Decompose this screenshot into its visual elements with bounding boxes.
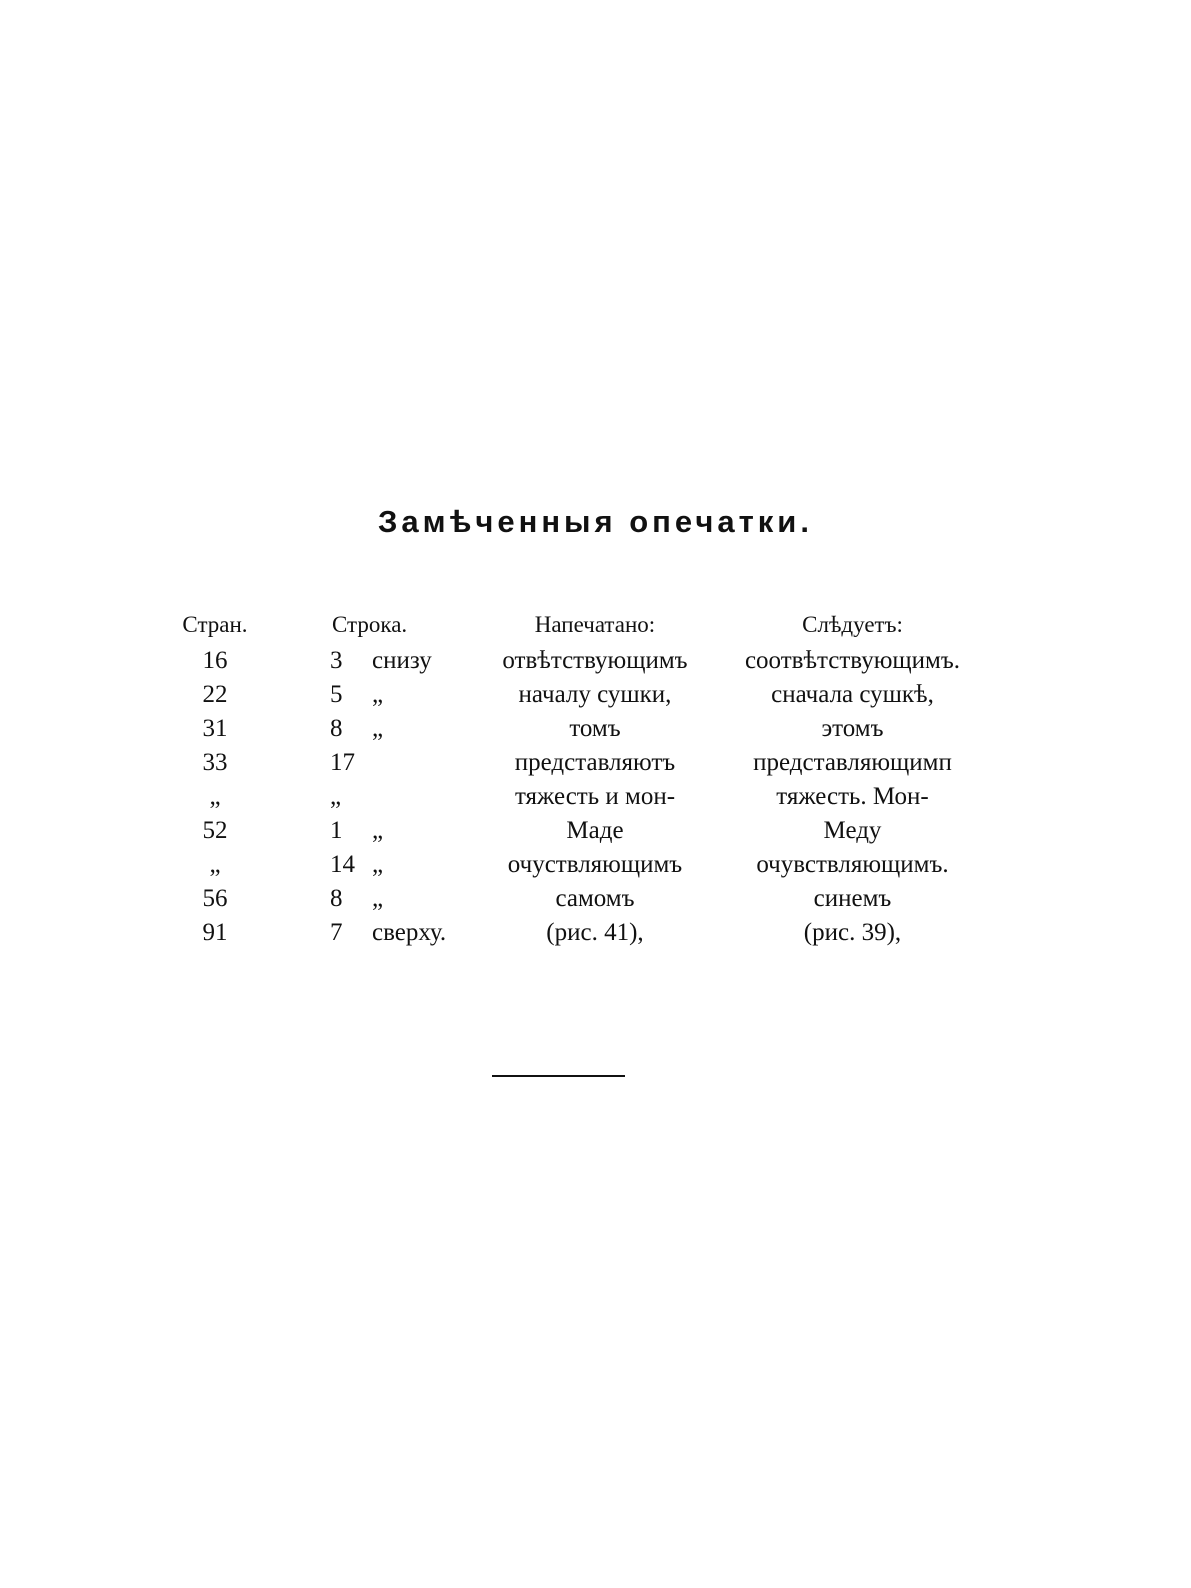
row-line-extra: „ [372, 715, 384, 742]
header-printed: Напечатано: [534, 612, 656, 637]
row-should-be: этомъ [821, 715, 884, 742]
table-row [0, 780, 1191, 814]
header-line: Строка. [332, 612, 408, 637]
row-page: „ [209, 783, 221, 810]
row-printed: отвѣтствующимъ [502, 647, 688, 674]
row-line [330, 712, 470, 746]
row-line [330, 814, 470, 848]
header-page: Стран. [182, 612, 248, 637]
row-line-number: 5 [330, 681, 343, 708]
page-title: Замѣченныя опечатки. [378, 504, 813, 539]
table-header [0, 606, 1191, 644]
row-line-number: 1 [330, 817, 343, 844]
row-line [330, 916, 470, 950]
row-line [330, 644, 470, 678]
closing-rule [492, 1075, 625, 1077]
row-page: „ [209, 851, 221, 878]
row-should-be: (рис. 39), [803, 919, 902, 946]
table-row [0, 712, 1191, 746]
row-line-extra: снизу [372, 647, 432, 674]
row-page: 16 [202, 647, 228, 674]
errata-table [0, 606, 1191, 950]
row-printed: очуствляющимъ [507, 851, 683, 878]
row-printed: самомъ [555, 885, 635, 912]
row-line-number: „ [330, 783, 342, 810]
table-row [0, 882, 1191, 916]
row-printed: Маде [566, 817, 624, 844]
row-should-be: соотвѣтствующимъ. [744, 647, 961, 674]
row-line-number: 7 [330, 919, 343, 946]
row-line-number: 8 [330, 885, 343, 912]
row-page: 22 [202, 681, 228, 708]
row-page: 33 [202, 749, 228, 776]
row-line [330, 882, 470, 916]
row-should-be: представляющимп [753, 749, 952, 776]
header-should-be: Слѣдуетъ: [802, 612, 903, 637]
row-line [330, 746, 470, 780]
row-line-extra: „ [372, 851, 384, 878]
table-row [0, 746, 1191, 780]
row-should-be: тяжесть. Мон- [776, 783, 929, 810]
table-row [0, 916, 1191, 950]
row-should-be: Меду [823, 817, 882, 844]
row-line [330, 678, 470, 712]
row-line-extra: сверху. [372, 919, 447, 946]
row-should-be: сначала сушкѣ, [771, 681, 934, 708]
row-line-number: 14 [330, 851, 355, 878]
row-line-extra: „ [372, 681, 384, 708]
row-line-number: 3 [330, 647, 343, 674]
table-row [0, 644, 1191, 678]
row-page: 52 [202, 817, 228, 844]
row-printed: представляютъ [514, 749, 676, 776]
row-printed: томъ [569, 715, 621, 742]
row-line-extra: „ [372, 885, 384, 912]
row-line [330, 780, 470, 814]
table-row [0, 678, 1191, 712]
row-page: 56 [202, 885, 228, 912]
row-line-number: 17 [330, 749, 355, 776]
row-printed: (рис. 41), [546, 919, 644, 946]
table-row [0, 814, 1191, 848]
row-line [330, 848, 470, 882]
table-row [0, 848, 1191, 882]
row-page: 31 [202, 715, 228, 742]
row-should-be: очувствляющимъ. [756, 851, 949, 878]
row-printed: тяжесть и мон- [514, 783, 676, 810]
row-printed: началу сушки, [518, 681, 672, 708]
row-line-extra: „ [372, 817, 384, 844]
row-page: 91 [202, 919, 228, 946]
row-should-be: синемъ [813, 885, 892, 912]
row-line-number: 8 [330, 715, 343, 742]
